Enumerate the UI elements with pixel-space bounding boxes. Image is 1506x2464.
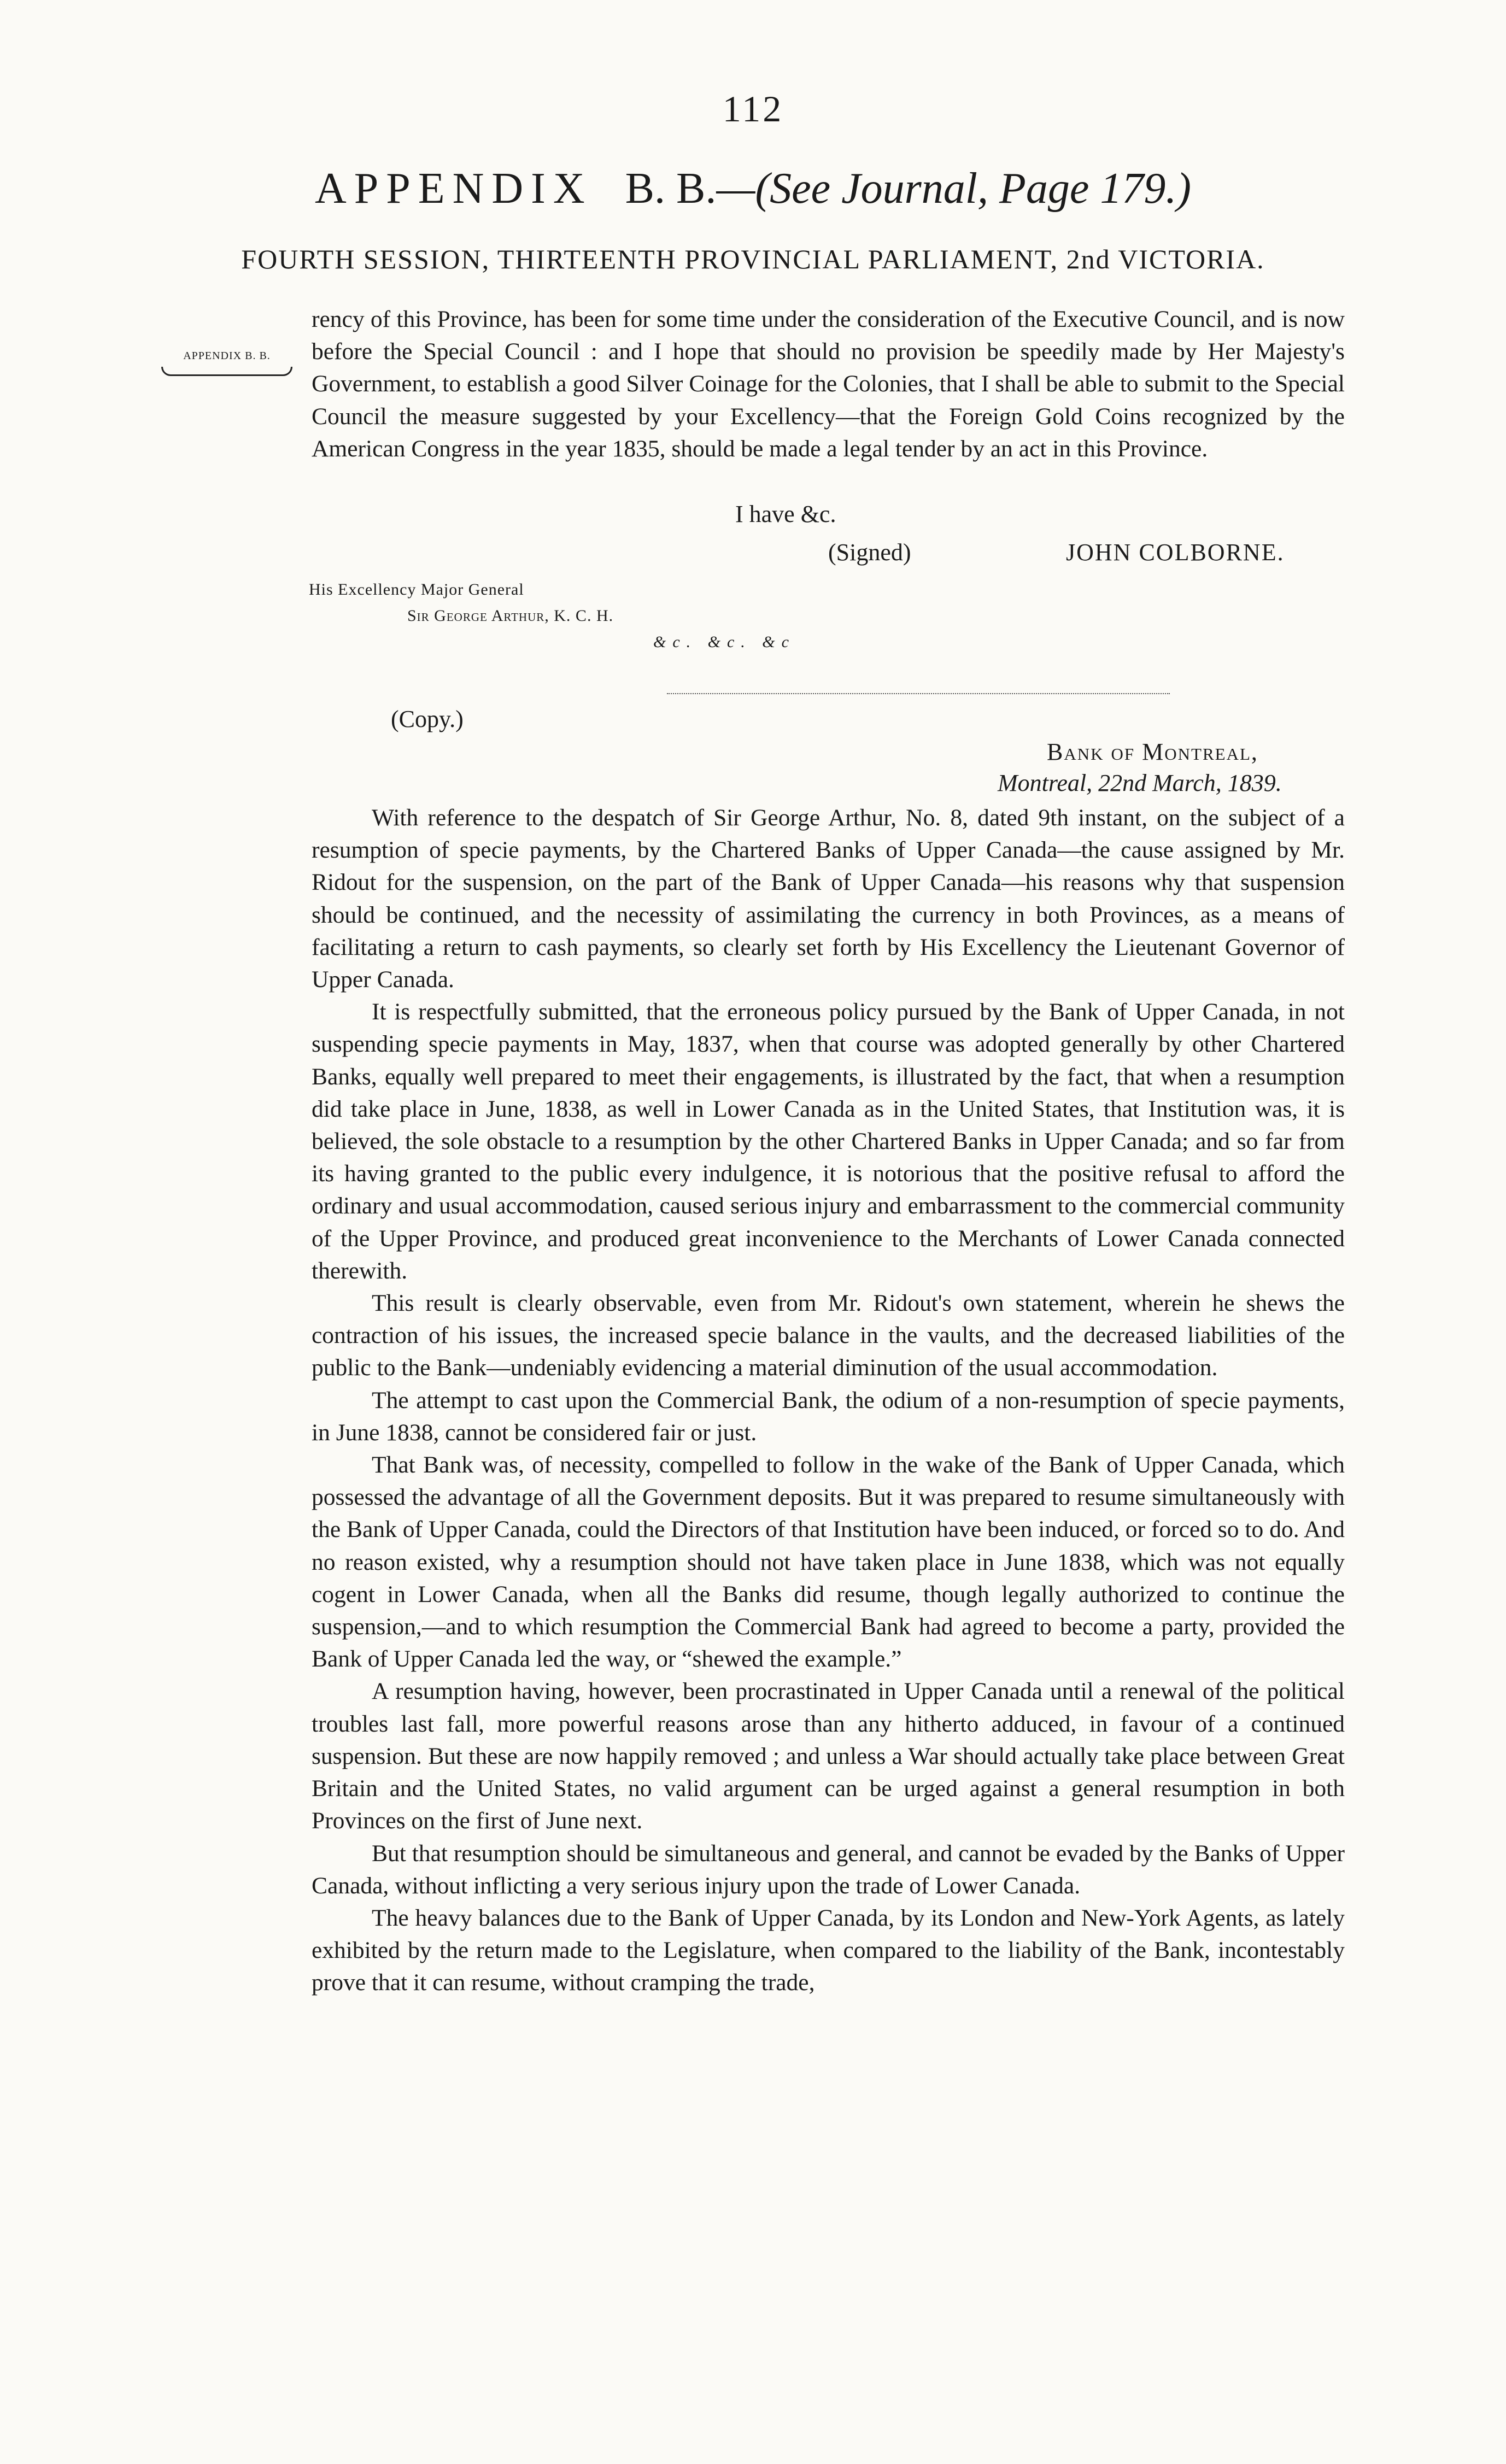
appendix-label: APPENDIX [315, 165, 593, 213]
paragraph: A resumption having, however, been procrastinated in Upper Canada until a renewal of the political troubles last fall, more powerful reasons arose than any hitherto adduced, in favour of a continued suspension. But these are now happily removed ; and unless a War should actually take place between Great Britain and the United States, no valid argument can be urged against a general resumption in both Provinces on the first of June next. [312, 1678, 1345, 1834]
addressee-line-3: &c. &c. &c [653, 633, 795, 651]
section-divider [667, 693, 1170, 694]
addressee-line-2: Sir George Arthur, K. C. H. [407, 607, 614, 625]
appendix-reference: —(See Journal, Page 179.) [716, 165, 1191, 213]
margin-note [161, 350, 292, 376]
bank-name: Bank of Montreal, [1047, 738, 1258, 765]
paragraph: This result is clearly observable, even from Mr. Ridout's own statement, wherein he shews the contraction of his issues, the increased specie balance in the vaults, and the decreased liabilities of the public to the Bank—undeniably evidencing a material diminution of the usual accommodation. [312, 1290, 1345, 1381]
addressee-line-1: His Excellency Major General [309, 580, 524, 599]
margin-brace [161, 367, 292, 376]
copy-label: (Copy.) [391, 706, 464, 732]
paragraph: With reference to the despatch of Sir George Arthur, No. 8, dated 9th instant, on the subject of a resumption of specie payments, by the Chartered Banks of Upper Canada—the cause assigned by Mr. Ridout for the suspension, on the part of the Bank of Upper Canada—his reasons why that suspension should be continued, and the necessity of assimilating the currency in both Provinces, as a means of facilitating a return to cash payments, so clearly set forth by His Excellency the Lieutenant Governor of Upper Canada. [312, 805, 1345, 993]
paragraph: The attempt to cast upon the Commercial Bank, the odium of a non-resumption of specie payments, in June 1838, cannot be considered fair or just. [312, 1387, 1345, 1446]
paragraph: The heavy balances due to the Bank of Upper Canada, by its London and New-York Agents, as lately exhibited by the return made to the Legislature, when compared to the liability of the Bank, incontestably prove that it can resume, without cramping the trade, [312, 1904, 1345, 1996]
page-number: 112 [722, 88, 784, 130]
paragraph: That Bank was, of necessity, compelled to follow in the wake of the Bank of Upper Canada, which possessed the advantage of all the Government deposits. But it was prepared to resume simultaneously with the Bank of Upper Canada, could the Directors of that Institution have been induced, or forced so to do. And no reason existed, why a resumption should not have taken place in June 1838, which was not equally cogent in Lower Canada, when all the Banks did resume, though legally authorized to continue the suspension,—and to which resumption the Commercial Bank had agreed to become a party, provided the Bank of Upper Canada led the way, or “shewed the example.” [312, 1452, 1345, 1673]
letter1-paragraph [312, 303, 1345, 465]
paragraph: rency of this Province, has been for some time under the consideration of the Executive Council, and is now before the Special Council : and I hope that should no provision be speedily made by Her Majesty's Government, to establish a good Silver Coinage for the Colonies, that I shall be able to submit to the Special Council the measure suggested by your Excellency—that the Foreign Gold Coins recognized by the American Congress in the year 1835, should be made a legal tender by an act in this Province. [312, 306, 1345, 462]
appendix-id: B. B. [625, 165, 717, 213]
letter1-closing: I have &c. [735, 501, 836, 527]
paragraph: But that resumption should be simultaneous and general, and cannot be evaded by the Banks of Upper Canada, without inflicting a very serious injury upon the trade of Lower Canada. [312, 1840, 1345, 1899]
margin-note-text: APPENDIX B. B. [183, 350, 271, 362]
appendix-title [0, 164, 1506, 214]
letter1-signer: JOHN COLBORNE. [1066, 539, 1285, 566]
dateline: Montreal, 22nd March, 1839. [998, 770, 1282, 796]
paragraph: It is respectfully submitted, that the erroneous policy pursued by the Bank of Upper Canada, in not suspending specie payments in May, 1837, when that course was adopted generally by other Chartered Banks, equally well prepared to meet their engagements, is illustrated by the fact, that when a resumption did take place in June, 1838, as well in Lower Canada as in the United States, that Institution was, it is believed, the sole obstacle to a resumption by the other Chartered Banks in Upper Canada; and so far from its having granted to the public every indulgence, it is notorious that the positive refusal to afford the ordinary and usual accommodation, caused serious injury and embarrassment to the commercial community of the Upper Province, and produced great inconvenience to the Merchants of Lower Canada connected therewith. [312, 999, 1345, 1284]
session-heading: FOURTH SESSION, THIRTEENTH PROVINCIAL PARLIAMENT, 2nd VICTORIA. [241, 244, 1265, 274]
letter1-signed: (Signed) [828, 539, 911, 566]
letter2-body [312, 802, 1345, 1999]
